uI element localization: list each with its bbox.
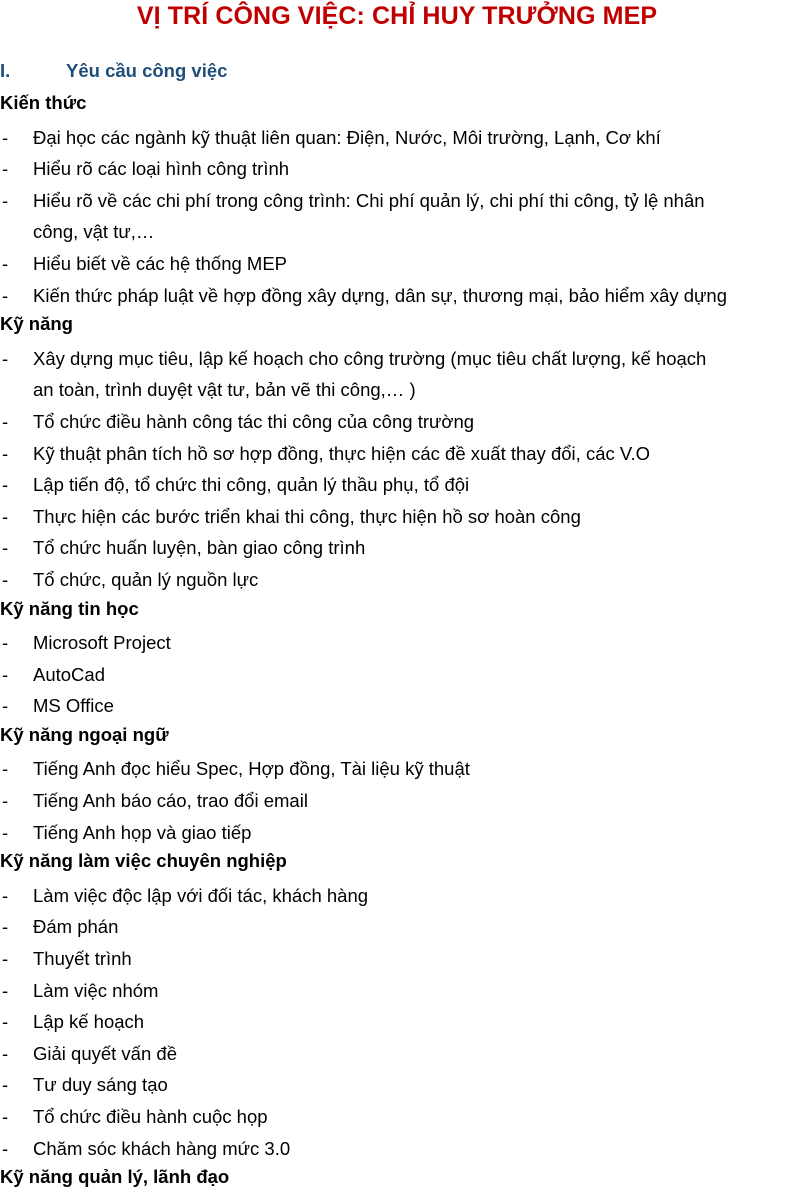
list-item bbox=[0, 438, 794, 470]
list-item-text: Lập tiến độ, tổ chức thi công, quản lý thầu phụ, tổ đội bbox=[33, 474, 470, 496]
bullet-dash: - bbox=[2, 758, 9, 780]
list-item-text: Tổ chức, quản lý nguồn lực bbox=[33, 568, 259, 590]
list-item bbox=[0, 1038, 794, 1070]
list-item bbox=[0, 1006, 794, 1038]
bullet-dash: - bbox=[2, 537, 9, 559]
list-item-text: Kiến thức pháp luật về hợp đồng xây dựng, dân sự, thương mại, bảo hiểm xây dựng bbox=[33, 284, 728, 306]
list-item bbox=[0, 153, 794, 185]
list-item bbox=[0, 280, 794, 312]
list-item-text: Thực hiện các bước triển khai thi công, thực hiện hồ sơ hoàn công bbox=[33, 505, 581, 527]
list-item-text: Hiểu rõ các loại hình công trình bbox=[33, 158, 290, 180]
list-item-text: Chăm sóc khách hàng mức 3.0 bbox=[33, 1137, 291, 1159]
bullet-dash: - bbox=[2, 1137, 9, 1159]
page-title: VỊ TRÍ CÔNG VIỆC: CHỈ HUY TRƯỞNG MEP bbox=[136, 2, 658, 30]
bullet-dash: - bbox=[2, 568, 9, 590]
list-item-text: Tư duy sáng tạo bbox=[33, 1074, 168, 1096]
list-item-text: Làm việc nhóm bbox=[33, 979, 159, 1001]
bullet-dash: - bbox=[2, 1042, 9, 1064]
list-item-text: Tổ chức huấn luyện, bàn giao công trình bbox=[33, 537, 366, 559]
bullet-dash: - bbox=[2, 347, 9, 369]
list-item bbox=[0, 659, 794, 691]
list-item bbox=[0, 564, 794, 596]
list-item bbox=[0, 343, 794, 406]
list-item bbox=[0, 1069, 794, 1101]
list-item bbox=[0, 785, 794, 817]
list-item bbox=[0, 122, 794, 154]
list-item-text: Tổ chức điều hành công tác thi công của công trường bbox=[33, 410, 475, 432]
list-item-text: Microsoft Project bbox=[33, 632, 171, 654]
list-item bbox=[0, 406, 794, 438]
bullet-dash: - bbox=[2, 1106, 9, 1127]
list-item-text: Lập kế hoạch bbox=[33, 1011, 145, 1033]
list-item-text: công, vật tư,… bbox=[33, 221, 155, 243]
list-item-text: Tiếng Anh họp và giao tiếp bbox=[33, 821, 252, 843]
bullet-dash: - bbox=[2, 790, 9, 812]
list-item bbox=[0, 690, 794, 722]
bullet-dash: - bbox=[2, 663, 9, 685]
bullet-dash: - bbox=[2, 1011, 9, 1033]
bullet-dash: - bbox=[2, 821, 9, 843]
group-heading: Kiến thức bbox=[0, 92, 87, 113]
bullet-dash: - bbox=[2, 916, 9, 938]
list-item bbox=[0, 1133, 794, 1165]
list-item-text: Hiểu biết về các hệ thống MEP bbox=[33, 252, 288, 274]
list-item-text: MS Office bbox=[33, 695, 114, 717]
bullet-dash: - bbox=[2, 442, 9, 464]
group-heading: Kỹ năng bbox=[0, 313, 73, 335]
bullet-dash: - bbox=[2, 284, 9, 306]
bullet-dash: - bbox=[2, 695, 9, 717]
section-heading bbox=[0, 60, 227, 82]
list-item bbox=[0, 817, 794, 849]
group-heading: Kỹ năng làm việc chuyên nghiệp bbox=[0, 850, 287, 872]
group-heading: Kỹ năng quản lý, lãnh đạo bbox=[0, 1166, 230, 1188]
list-item bbox=[0, 185, 794, 248]
list-item-text: Tiếng Anh báo cáo, trao đổi email bbox=[33, 790, 308, 812]
section-label: Yêu cầu công việc bbox=[66, 60, 228, 81]
list-item bbox=[0, 627, 794, 659]
list-item bbox=[0, 532, 794, 564]
list-item-text: Xây dựng mục tiêu, lập kế hoạch cho công trường (mục tiêu chất lượng, kế hoạch bbox=[33, 347, 707, 369]
list-item-text: Kỹ thuật phân tích hồ sơ hợp đồng, thực hiện các đề xuất thay đổi, các V.O bbox=[33, 442, 651, 464]
list-item bbox=[0, 1101, 794, 1133]
bullet-dash: - bbox=[2, 505, 9, 527]
bullet-dash: - bbox=[2, 189, 9, 211]
list-item bbox=[0, 880, 794, 912]
bullet-dash: - bbox=[2, 410, 9, 432]
list-item-text: Đám phán bbox=[33, 916, 119, 938]
list-item-text: Làm việc độc lập với đối tác, khách hàng bbox=[33, 884, 369, 906]
list-item bbox=[0, 501, 794, 533]
list-item bbox=[0, 943, 794, 975]
list-item-text: Hiểu rõ về các chi phí trong công trình: Chi phí quản lý, chi phí thi công, tỷ lệ nhân bbox=[33, 189, 705, 211]
bullet-dash: - bbox=[2, 884, 9, 906]
list-item-text: an toàn, trình duyệt vật tư, bản vẽ thi công,… ) bbox=[33, 379, 416, 401]
bullet-dash: - bbox=[2, 979, 9, 1001]
list-item-text: Thuyết trình bbox=[33, 948, 132, 970]
bullet-dash: - bbox=[2, 474, 9, 496]
list-item bbox=[0, 248, 794, 280]
requirements-content bbox=[0, 90, 794, 1196]
list-item-text: Giải quyết vấn đề bbox=[33, 1042, 177, 1064]
list-item-text: Đại học các ngành kỹ thuật liên quan: Điện, Nước, Môi trường, Lạnh, Cơ khí bbox=[33, 126, 661, 148]
group-heading: Kỹ năng tin học bbox=[0, 597, 139, 619]
section-number: I. bbox=[0, 60, 11, 81]
list-item bbox=[0, 975, 794, 1007]
list-item bbox=[0, 911, 794, 943]
list-item-text: AutoCad bbox=[33, 663, 105, 685]
list-item-text: Tổ chức điều hành cuộc họp bbox=[33, 1106, 268, 1127]
bullet-dash: - bbox=[2, 1074, 9, 1096]
bullet-dash: - bbox=[2, 948, 9, 970]
bullet-dash: - bbox=[2, 252, 9, 274]
list-item bbox=[0, 753, 794, 785]
bullet-dash: - bbox=[2, 632, 9, 654]
list-item-text: Tiếng Anh đọc hiểu Spec, Hợp đồng, Tài liệu kỹ thuật bbox=[33, 758, 470, 780]
list-item bbox=[0, 469, 794, 501]
bullet-dash: - bbox=[2, 158, 9, 180]
group-heading: Kỹ năng ngoại ngữ bbox=[0, 723, 169, 745]
bullet-dash: - bbox=[2, 126, 9, 148]
